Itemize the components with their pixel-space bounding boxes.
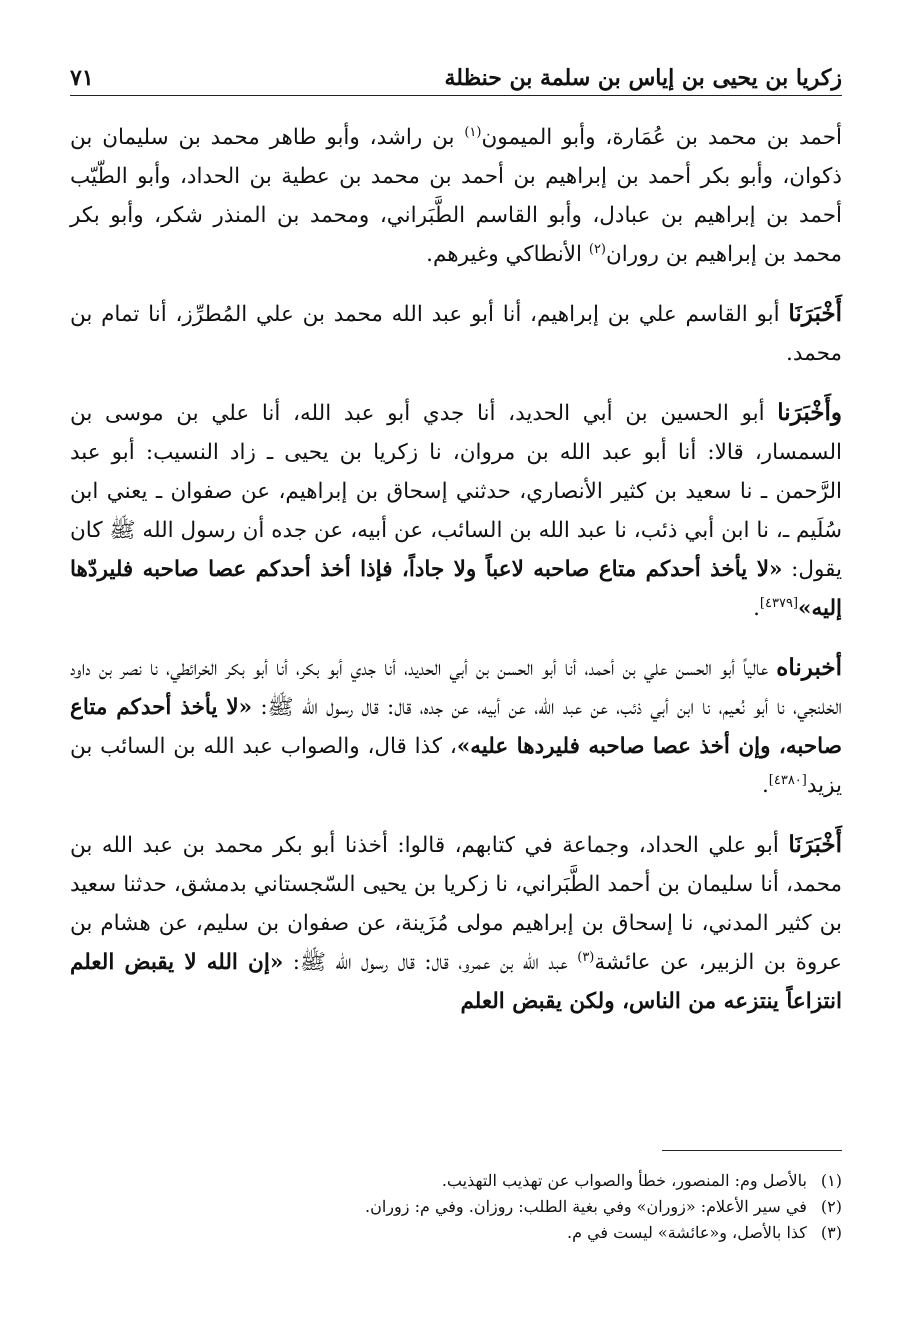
text-segment: بن راشد، وأبو طاهر محمد بن سليمان بن ذكوان، وأبو بكر أحمد بن إبراهيم بن أحمد بن محمد بن عطية بن الحداد، وأبو الطّيّب أحمد بن إبراهيم بن عبادل، وأبو القاسم الطَّبَراني، ومحمد بن المنذر شكر، وأبو بكر محمد بن إبراهيم بن روران — [70, 125, 842, 267]
text-segment: أبو الحسين بن أبي الحديد، أنا جدي أبو عبد الله، أنا علي بن موسى بن السمسار، قالا: أنا أبو عبد الله بن مروان، نا زكريا بن يحيى ـ زاد النسيب: أبو عبد الرَّحمن ـ نا سعيد بن كثير الأنصاري، حدثني إسحاق بن إبراهيم، عن صفوان ـ يعني ابن سُلَيم ـ، نا ابن أبي ذئب، نا عبد الله بن السائب، عن أبيه، عن جده أن رسول الله ﷺ كان يقول: — [70, 401, 842, 582]
text-segment: أبو القاسم علي بن إبراهيم، أنا أبو عبد الله محمد بن علي المُطرِّز، أنا تمام بن محمد. — [70, 302, 842, 366]
footnote-number: (١) — [820, 1171, 842, 1190]
text-segment: الأنطاكي وغيرهم. — [426, 242, 589, 267]
hadith-text: «إن الله لا يقبض العلم انتزاعاً ينتزعه من الناس، ولكن يقبض العلم — [70, 950, 842, 1014]
footnote-text: في سير الأعلام: «زوران» وفي بغية الطلب: روزان. وفي م: زوران. — [365, 1197, 807, 1216]
reference-marker: [٤٣٧٩] — [759, 595, 799, 611]
text-segment: أبو علي الحداد، وجماعة في كتابهم، قالوا: أخذنا أبو بكر محمد بن عبد الله بن محمد، أنا سليمان بن أحمد الطَّبَراني، نا زكريا بن يحيى السّجستاني بدمشق، حدثنا سعيد بن كثير المدني، نا إسحاق بن إبراهيم مولى مُزَينة، عن صفوان بن سليم، عن هشام بن عروة بن الزبير، عن عائشة — [70, 833, 842, 975]
text-segment: عالياً أبو الحسن علي بن أحمد، أنا أبو الحسن بن أبي الحديد، أنا جدي أبو بكر، أنا أبو بكر الخرائطي، نا نصر بن داود الخلنجي، نا أبو نُعيم، نا ابن أبي ذئب، عن عبد الله، عن أبيه، عن جده، قال: قال رسول الله ﷺ: — [70, 656, 842, 720]
paragraph — [70, 294, 842, 373]
hadith-text: «لا يأخذ أحدكم متاع صاحبه، وإن أخذ عصا صاحبه فليردها عليه» — [70, 695, 842, 759]
chain-lead-word: أَخْبَرَنَا — [788, 831, 842, 858]
page-number: ٧١ — [70, 65, 94, 91]
running-header — [70, 58, 842, 96]
footnotes — [70, 1168, 842, 1246]
chain-lead-word: أخبرناه — [776, 654, 842, 681]
paragraph — [70, 393, 842, 628]
footnote-number: (٢) — [820, 1197, 842, 1216]
hadith-text: «لا يأخذ أحدكم متاع صاحبه لاعباً ولا جاداً، فإذا أخذ أحدكم عصا صاحبه فليردّها إليه» — [70, 557, 842, 621]
reference-marker: (٣) — [577, 949, 595, 965]
text-segment: عبد الله بن عمرو، قال: قال رسول الله ﷺ: — [283, 950, 578, 975]
header-title: زكريا بن يحيى بن إياس بن سلمة بن حنظلة — [444, 65, 842, 91]
chain-lead-word: وأَخْبَرَنا — [777, 399, 842, 426]
paragraph — [70, 825, 842, 1021]
footnote-number: (٣) — [820, 1223, 842, 1242]
footnote — [70, 1168, 842, 1194]
paragraph — [70, 118, 842, 274]
text-segment: . — [761, 773, 769, 798]
footnote-text: كذا بالأصل، و«عائشة» ليست في م. — [567, 1223, 807, 1242]
footnote — [70, 1194, 842, 1220]
text-segment: . — [753, 596, 760, 621]
paragraph — [70, 648, 842, 805]
chain-lead-word: أَخْبَرَنَا — [788, 300, 842, 327]
text-segment: أحمد بن محمد بن عُمَارة، وأبو الميمون — [481, 125, 842, 150]
reference-marker: (٢) — [588, 241, 606, 257]
main-text — [70, 118, 842, 1041]
reference-marker: (١) — [464, 124, 482, 140]
text-segment: ، كذا قال، والصواب عبد الله بن السائب بن يزيد — [70, 734, 842, 798]
reference-marker: [٤٣٨٠] — [768, 772, 807, 788]
footnote-text: بالأصل وم: المنصور، خطأ والصواب عن تهذيب التهذيب. — [441, 1171, 807, 1190]
footnote — [70, 1220, 842, 1246]
footnote-separator — [662, 1150, 842, 1151]
